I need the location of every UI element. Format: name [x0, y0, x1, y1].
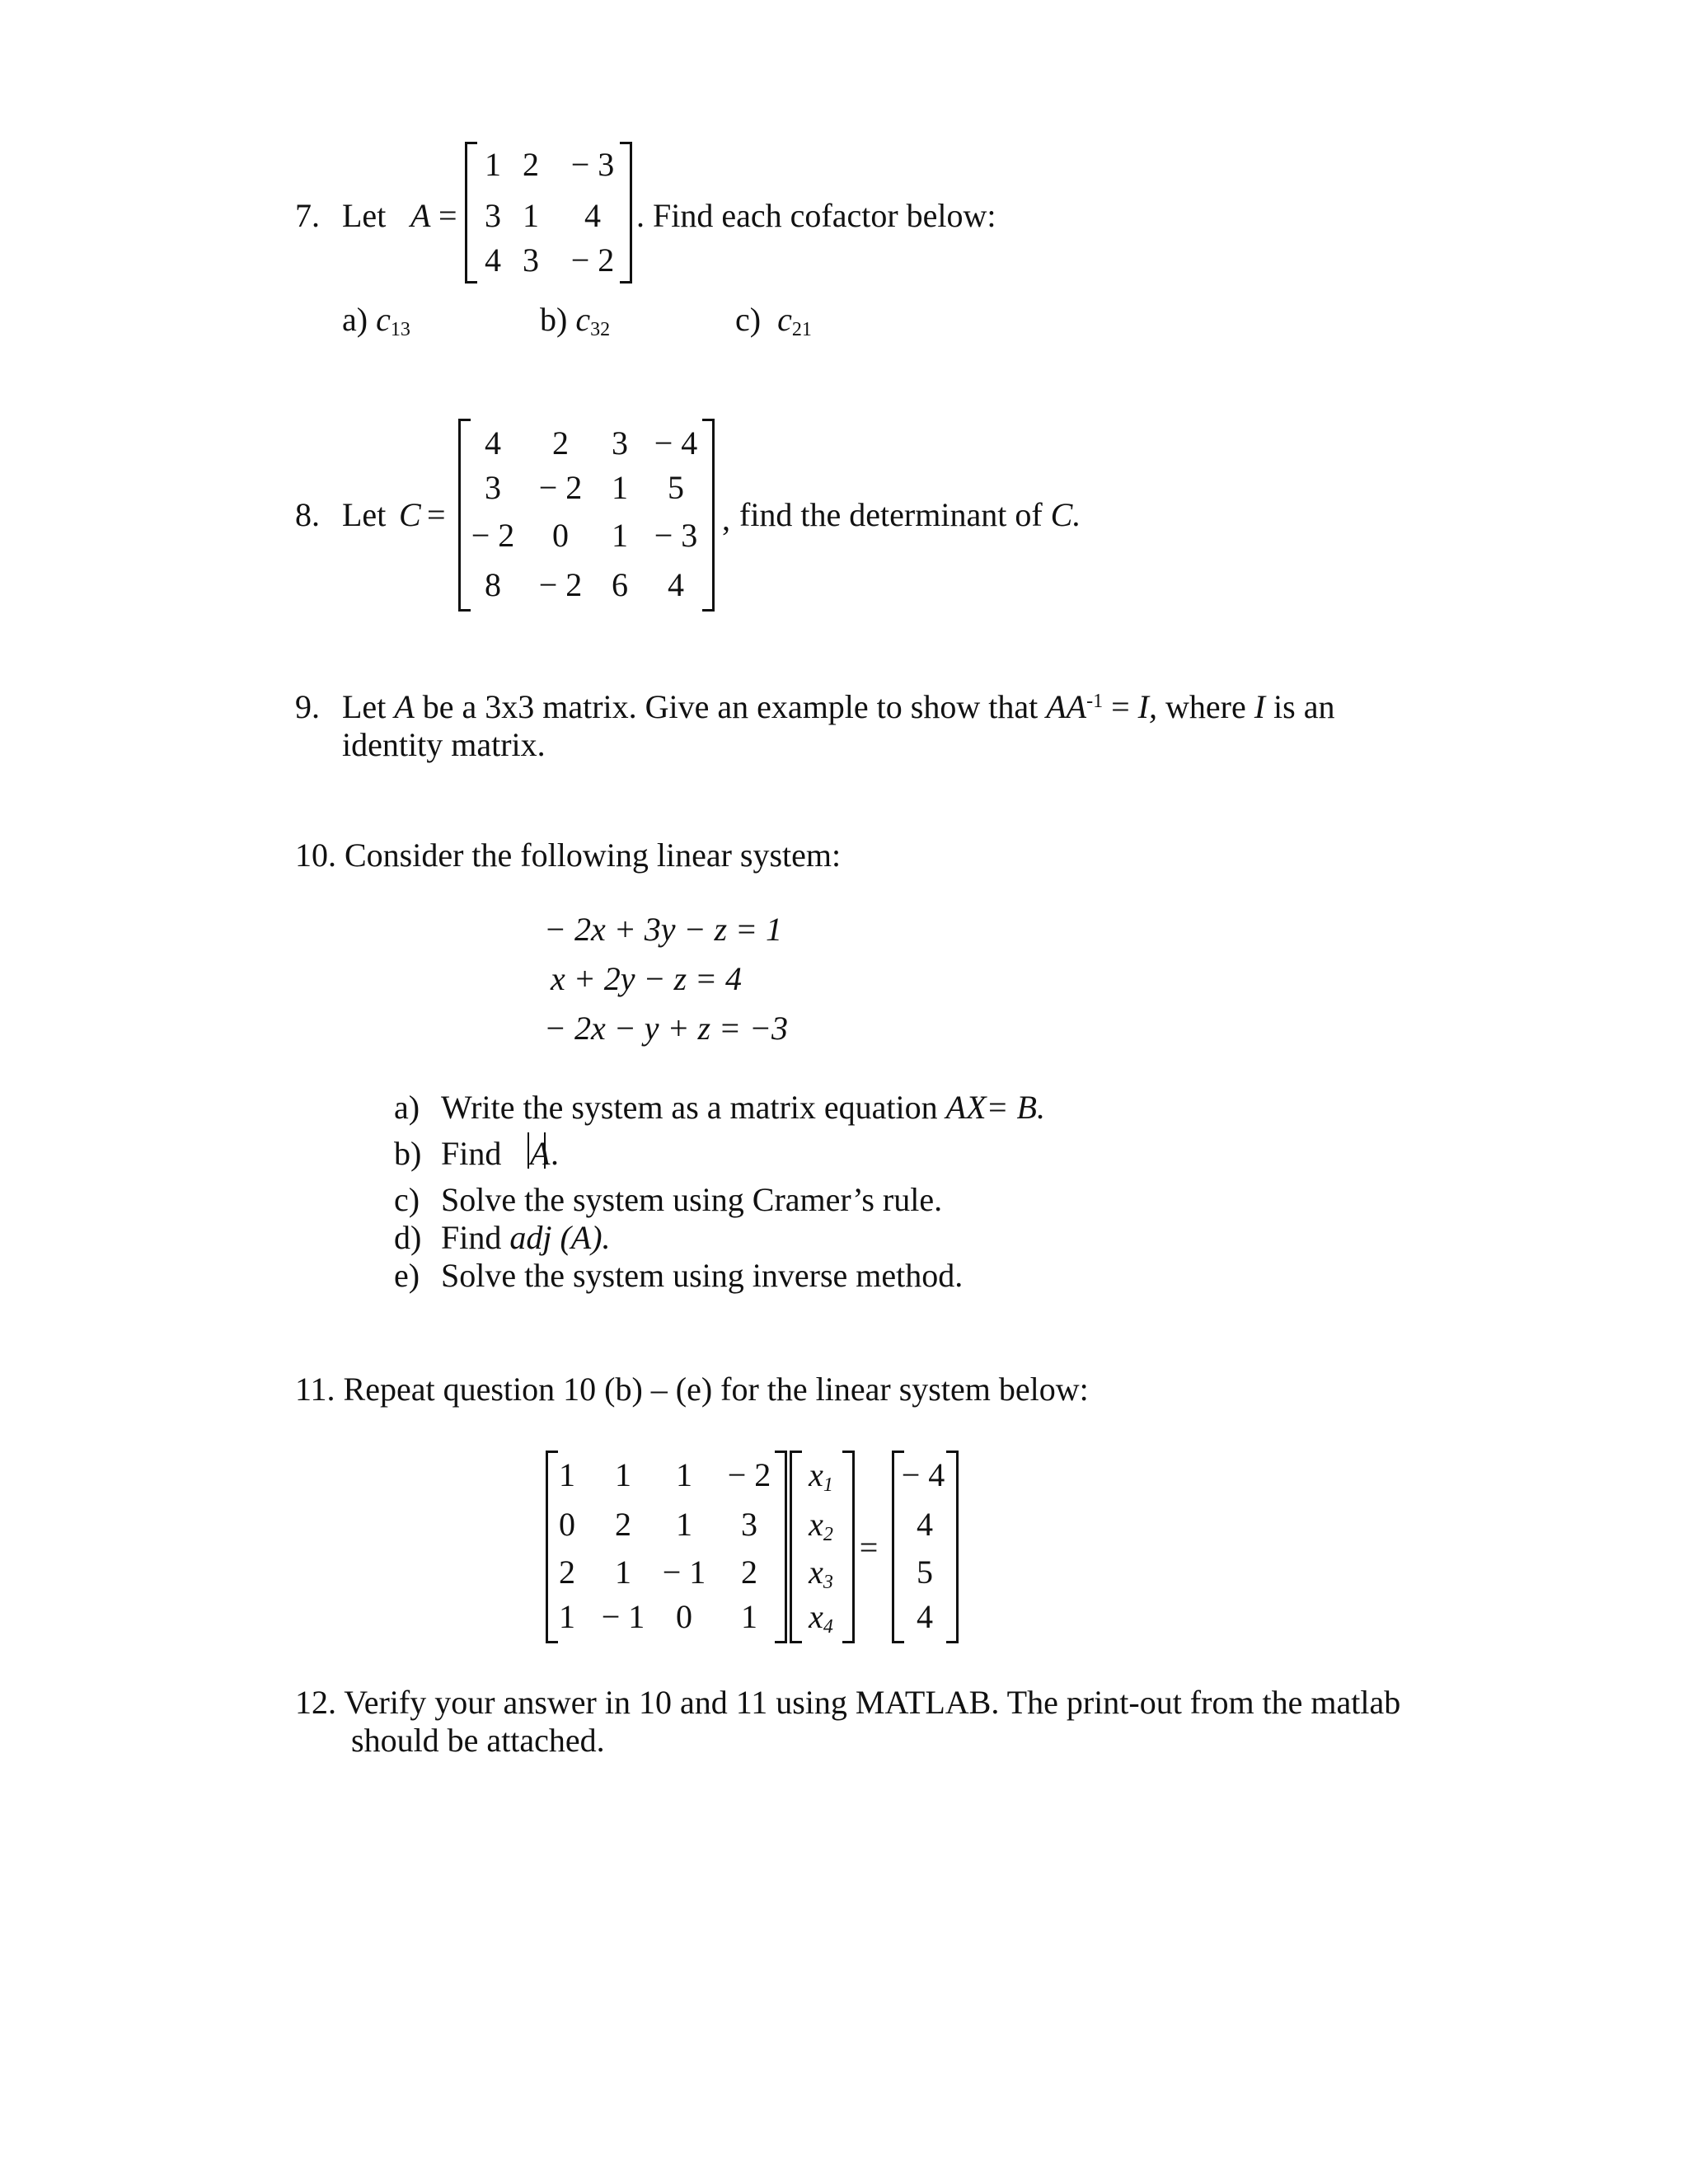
matrix-cell: 0 [552, 517, 569, 554]
equals-sign: = [859, 1529, 879, 1566]
part-text: Write the system as a matrix equation [441, 1089, 938, 1126]
q10-part-a-label: a) [394, 1089, 420, 1126]
part-label: a) [342, 301, 368, 338]
q7-var: A [410, 197, 431, 234]
q7-part-c [735, 303, 812, 340]
constant-cell: − 4 [901, 1456, 945, 1493]
q9-text: be a 3x3 matrix. Give an example to show that [422, 688, 1039, 725]
q10-part-e-label: e) [394, 1257, 420, 1294]
q10-part-b-label: b) [394, 1135, 422, 1172]
part-math: = B. [986, 1089, 1045, 1126]
variable-index: 4 [823, 1616, 833, 1638]
q9-inverse-exponent: -1 [1086, 690, 1104, 712]
q10-part-a [441, 1091, 1045, 1124]
q10-part-b-text: Find [441, 1135, 502, 1172]
variable-symbol: x [809, 1598, 823, 1635]
q10-part-b-var: A [530, 1135, 551, 1172]
part-math: (A). [560, 1219, 611, 1256]
matrix-a-left-bracket [465, 142, 477, 284]
matrix-cell: 1 [676, 1456, 692, 1493]
cofactor-index: 32 [590, 319, 611, 340]
matrix-cell: − 2 [570, 241, 615, 279]
q7-part-b [540, 303, 610, 340]
q12-line-2: should be attached. [351, 1722, 605, 1759]
q9-line-2: identity matrix. [342, 726, 546, 763]
matrix-cell: 1 [741, 1598, 757, 1635]
q8-instruction-var: C. [1050, 496, 1081, 533]
q8-eq: = [427, 496, 446, 533]
q9-line-1 [342, 688, 1335, 725]
matrix-cell: 1 [612, 469, 628, 506]
q10-title: 10. Consider the following linear system: [295, 837, 842, 874]
q11-title: 11. Repeat question 10 (b) – (e) for the linear system below: [295, 1371, 1089, 1408]
coefficient-right-bracket [775, 1451, 787, 1643]
part-text: Find [441, 1219, 502, 1256]
q10-part-d [441, 1221, 611, 1254]
matrix-cell: 1 [523, 197, 539, 234]
q7-instruction: . Find each cofactor below: [636, 197, 996, 234]
matrix-cell: 6 [612, 566, 628, 603]
q8-number: 8. [295, 496, 320, 533]
matrix-cell: 0 [676, 1598, 692, 1635]
q7-eq: = [438, 197, 457, 234]
equation-2: x + 2y − z = 4 [551, 960, 743, 997]
matrix-cell: 2 [741, 1554, 757, 1591]
q8-var: C [399, 496, 421, 533]
matrix-cell: 3 [612, 424, 628, 462]
q8-let: Let [342, 496, 387, 533]
part-math: adj [509, 1219, 552, 1256]
part-label: c) [735, 301, 762, 338]
matrix-cell: 3 [523, 241, 539, 279]
matrix-cell: 5 [668, 469, 684, 506]
q10-part-e-text: Solve the system using inverse method. [441, 1257, 964, 1294]
matrix-cell: 3 [741, 1506, 757, 1543]
variable-cell [798, 1456, 844, 1496]
matrix-cell: 2 [559, 1554, 575, 1591]
q10-part-c-text: Solve the system using Cramer’s rule. [441, 1181, 943, 1218]
q8-comma: , [722, 500, 730, 537]
q10-part-c-label: c) [394, 1181, 420, 1218]
cofactor-symbol: c [777, 301, 792, 338]
matrix-cell: 1 [559, 1456, 575, 1493]
q12-line-1: 12. Verify your answer in 10 and 11 using MATLAB. The print-out from the matlab [295, 1684, 1401, 1721]
q9-var-i: I, [1137, 688, 1157, 725]
q9-text: is an [1273, 688, 1335, 725]
q7-number: 7. [295, 197, 320, 234]
matrix-cell: 4 [584, 197, 601, 234]
variable-cell [798, 1556, 844, 1592]
variable-cell [798, 1508, 844, 1544]
matrix-cell: − 3 [570, 146, 615, 183]
q9-text: where [1165, 688, 1246, 725]
matrix-cell: 1 [485, 146, 501, 183]
cofactor-symbol: c [575, 301, 591, 338]
matrix-cell: 1 [615, 1554, 631, 1591]
q8-instruction-text: find the determinant of [739, 496, 1043, 533]
variable-index: 3 [823, 1572, 833, 1593]
variable-index: 1 [823, 1474, 833, 1496]
matrix-cell: − 2 [538, 469, 583, 506]
q9-text: Let [342, 688, 387, 725]
matrix-cell: − 2 [727, 1456, 771, 1493]
variable-cell [798, 1598, 844, 1638]
variable-index: 2 [823, 1524, 833, 1545]
q9-var-a: A [394, 688, 415, 725]
matrix-cell: 8 [485, 566, 501, 603]
part-math: AX [945, 1089, 987, 1126]
q10-part-d-label: d) [394, 1219, 422, 1256]
q7-part-a [342, 303, 410, 340]
constant-cell: 4 [917, 1598, 933, 1635]
matrix-cell: − 2 [471, 517, 515, 554]
matrix-cell: 0 [559, 1506, 575, 1543]
matrix-cell: − 1 [601, 1598, 645, 1635]
matrix-cell: 1 [676, 1506, 692, 1543]
matrix-cell: 4 [668, 566, 684, 603]
q8-instruction [739, 496, 1081, 533]
matrix-cell: 1 [612, 517, 628, 554]
q9-number: 9. [295, 688, 320, 725]
matrix-cell: 3 [485, 197, 501, 234]
matrix-cell: 3 [485, 469, 501, 506]
matrix-cell: 1 [615, 1456, 631, 1493]
matrix-cell: 4 [485, 424, 501, 462]
q9-var-i: I [1254, 688, 1266, 725]
matrix-cell: − 4 [654, 424, 698, 462]
constant-cell: 5 [917, 1554, 933, 1591]
cofactor-index: 21 [791, 319, 812, 340]
equation-3: − 2x − y + z = −3 [544, 1010, 789, 1047]
q9-var-aa: AA [1046, 688, 1087, 725]
q9-equals: = [1111, 688, 1130, 725]
part-label: b) [540, 301, 568, 338]
variable-symbol: x [809, 1506, 823, 1543]
matrix-a-right-bracket [620, 142, 632, 284]
matrix-cell: − 1 [662, 1554, 706, 1591]
q7-let: Let [342, 197, 387, 234]
variable-symbol: x [809, 1456, 823, 1493]
matrix-c-right-bracket [702, 419, 715, 612]
q10-part-b-end: . [551, 1135, 559, 1172]
matrix-cell: 1 [559, 1598, 575, 1635]
cofactor-symbol: c [376, 301, 391, 338]
matrix-cell: 2 [552, 424, 569, 462]
matrix-cell: 2 [523, 146, 539, 183]
matrix-cell: − 3 [654, 517, 698, 554]
equation-1: − 2x + 3y − z = 1 [544, 911, 783, 948]
cofactor-index: 13 [390, 319, 410, 340]
matrix-cell: − 2 [538, 566, 583, 603]
matrix-cell: 4 [485, 241, 501, 279]
constant-cell: 4 [917, 1506, 933, 1543]
matrix-cell: 2 [615, 1506, 631, 1543]
variable-symbol: x [809, 1554, 823, 1591]
